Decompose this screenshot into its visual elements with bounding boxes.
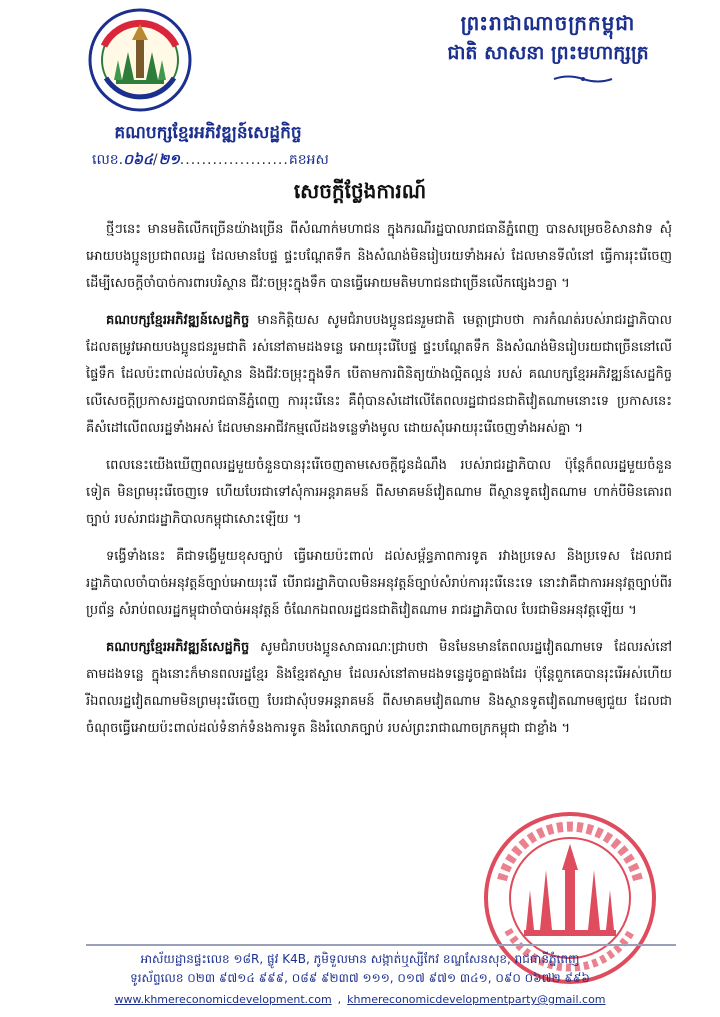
footer xyxy=(0,950,720,1009)
ref-suffix: គខអស xyxy=(288,152,329,168)
party-name: គណបក្សខ្មែរអភិវឌ្ឍន៍សេដ្ឋកិច្ច xyxy=(114,123,302,143)
ref-number: ០៦៤ xyxy=(123,152,153,168)
paragraph-text: មានកិត្តិយស សូមជំរាបបងប្អូនជនរួមជាតិ មេត្តាជ្រាបថា ការកំណត់របស់រាជរដ្ឋាភិបាល ដែលតម្រូវអោយបងប្អូនជនរួមជាតិ រស់នៅតាមដងទន្លេ អោយរុះរើបែផ្ទ ផ្ទះបណ្តែតទឹក និងសំណង់មិនរៀបរយជាច្រើននៅលើផ្ទៃទឹក ដែលប៉ះពាល់ដល់បរិស្ថាន និងជីវៈចម្រុះក្នុងទឹក បើតាមការពិនិត្យយ៉ាងល្អិតល្អន់ របស់ គណបក្សខ្មែរអភិវឌ្ឍន៍សេដ្ឋកិច្ច លើសេចក្តីប្រកាសរដ្ឋបាលរាជធានីភ្នំពេញ ការរុះរើនេះ គឺពុំបានសំដៅលើតែពលរដ្ឋជាជនជាតិវៀតណាមនោះទេ ប្រកាសនេះ គឺសំដៅលើពលរដ្ឋទាំងអស់ ដែលមានអាជីវកម្មលើដងទន្លេទាំងមូល ដោយសុំអោយរុះរើចេញទាំងអស់គ្នា ។ xyxy=(86,313,672,436)
paragraph xyxy=(86,307,672,442)
footer-address: អាស័យដ្ឋានផ្ទះលេខ ១៨R, ផ្លូវ K4B, ភូមិទួលមាន សង្កាត់ឬស្សីកែវ ខណ្ឌសែនសុខ, រាជធានីភ្នំពេញ xyxy=(140,952,580,966)
ornament-divider-icon xyxy=(552,74,614,84)
website-link[interactable]: www.khmereconomicdevelopment.com xyxy=(114,993,332,1006)
ref-year: ២១ xyxy=(158,152,180,168)
footer-divider xyxy=(86,944,676,946)
email-link[interactable]: khmereconomicdevelopmentparty@gmail.com xyxy=(347,993,606,1006)
footer-links xyxy=(0,990,720,1009)
paragraph xyxy=(86,634,672,742)
footer-separator: , xyxy=(337,993,342,1006)
nation-religion-king: ជាតិ សាសនា ព្រះមហាក្សត្រ xyxy=(447,42,649,64)
footer-phones: ទូរស័ព្ទលេខ ០២៣ ៩៧១៤ ៩៩៩, ០៨៩ ៩២៣៧ ១១១, ០១៧ ៩៧១ ៣៤១, ០៩០ ០៦៧២ ៩៩៦ xyxy=(130,971,590,985)
paragraph xyxy=(86,216,672,297)
paragraph-lead: គណបក្សខ្មែរអភិវឌ្ឍន៍សេដ្ឋកិច្ច xyxy=(106,313,250,328)
paragraph-text: ពេលនេះយើងឃើញពលរដ្ឋមួយចំនួនបានរុះរើចេញតាមសេចក្តីជូនដំណឹង របស់រាជរដ្ឋាភិបាល ប៉ុន្តែក៏ពលរដ្ឋមួយចំនួនទៀត មិនព្រមរុះរើចេញទេ ហើយបែរជាទៅសុំការអន្តរាគមន៍ ពីសមាគមន៍វៀតណាម ពីស្ថានទូតវៀតណាម ហាក់បីមិនគោរពច្បាប់ របស់រាជរដ្ឋាភិបាលកម្ពុជាសោះឡើយ ។ xyxy=(86,458,672,527)
kingdom-motto xyxy=(428,8,668,68)
ref-prefix: លេខ. xyxy=(92,152,124,168)
paragraph-text: ថ្មីៗនេះ មានមតិលើកច្រើនយ៉ាងច្រើន ពីសំណាក់មហាជន ក្នុងករណីរដ្ឋបាលរាជធានីភ្នំពេញ បានសម្រេចខិសានវាទ សុំអោយបងប្អូនប្រជាពលរដ្ឋ ដែលមានបែផ្ទ ផ្ទះបណ្តែតទឹក និងសំណង់មិនរៀបរយទាំងអស់ ដែលមានទីលំនៅ ធ្វើការរុះរើចេញ ដើម្បីសេចក្តីចាំបាច់ការពារបរិស្ថាន ជីវៈចម្រុះក្នុងទឹក បានធ្វើអោយមតិមហាជនជាច្រើនលើកផ្សេងៗគ្នា ។ xyxy=(86,222,672,291)
party-emblem-icon xyxy=(88,6,192,114)
paragraph-lead: គណបក្សខ្មែរអភិវឌ្ឍន៍សេដ្ឋកិច្ច xyxy=(106,640,250,655)
paragraph-text: ទង្វើទាំងនេះ គឺជាទង្វើមួយខុសច្បាប់ ធ្វើអោយប៉ះពាល់ ដល់សម្ព័ន្ធភាពការទូត រវាងប្រទេស និងប្រទេស ដែលរាជរដ្ឋាភិបាលចាំបាច់អនុវត្តន៍ច្បាប់អោយរុះរើ បើរាជរដ្ឋាភិបាលមិនអនុវត្តន៍ច្បាប់សំរាប់ការរុះរើនេះទេ នោះវាគឺជាការអនុវត្តច្បាប់ពីរប្រព័ន្ធ សំរាប់ពលរដ្ឋកម្ពុជាចាំបាច់អនុវត្តន៍ ចំណែកឯពលរដ្ឋជនជាតិវៀតណាម រាជរដ្ឋាភិបាល បែរជាមិនអនុវត្តឡើយ ។ xyxy=(86,549,672,618)
document-title: សេចក្តីថ្លែងការណ៍ xyxy=(293,179,427,203)
reference-number: លេខ.០៦៤/២១....................គខអស xyxy=(92,152,329,168)
paragraph-text: សូមជំរាបបងប្អូនសាធារណៈជ្រាបថា មិនមែនមានតែពលរដ្ឋវៀតណាមទេ ដែលរស់នៅតាមដងទន្លេ ក្នុងនោះក៏មានពលរដ្ឋខ្មែរ និងខ្មែរឥស្លាម ដែលរស់នៅតាមដងទន្លេដូចគ្នាផងដែរ ប៉ុន្តែពួកគេបានរុះរើអស់ហើយ រីឯពលរដ្ឋវៀតណាមមិនព្រមរុះរើចេញ បែរជាសុំបទអន្តរាគមន៍ ពីសមាគមវៀតណាម និងស្ថានទូតវៀតណាមឲ្យជួយ ដែលជាចំណុចធ្វើអោយប៉ះពាល់ដល់ទំនាក់ទំនងការទូត និងរំលោភច្បាប់ របស់ព្រះរាជាណាចក្រកម្ពុជា ជាខ្លាំង ។ xyxy=(86,640,672,736)
kingdom-name: ព្រះរាជាណាចក្រកម្ពុជា xyxy=(460,11,636,35)
paragraph xyxy=(86,543,672,624)
paragraph xyxy=(86,452,672,533)
statement-body xyxy=(86,216,672,752)
